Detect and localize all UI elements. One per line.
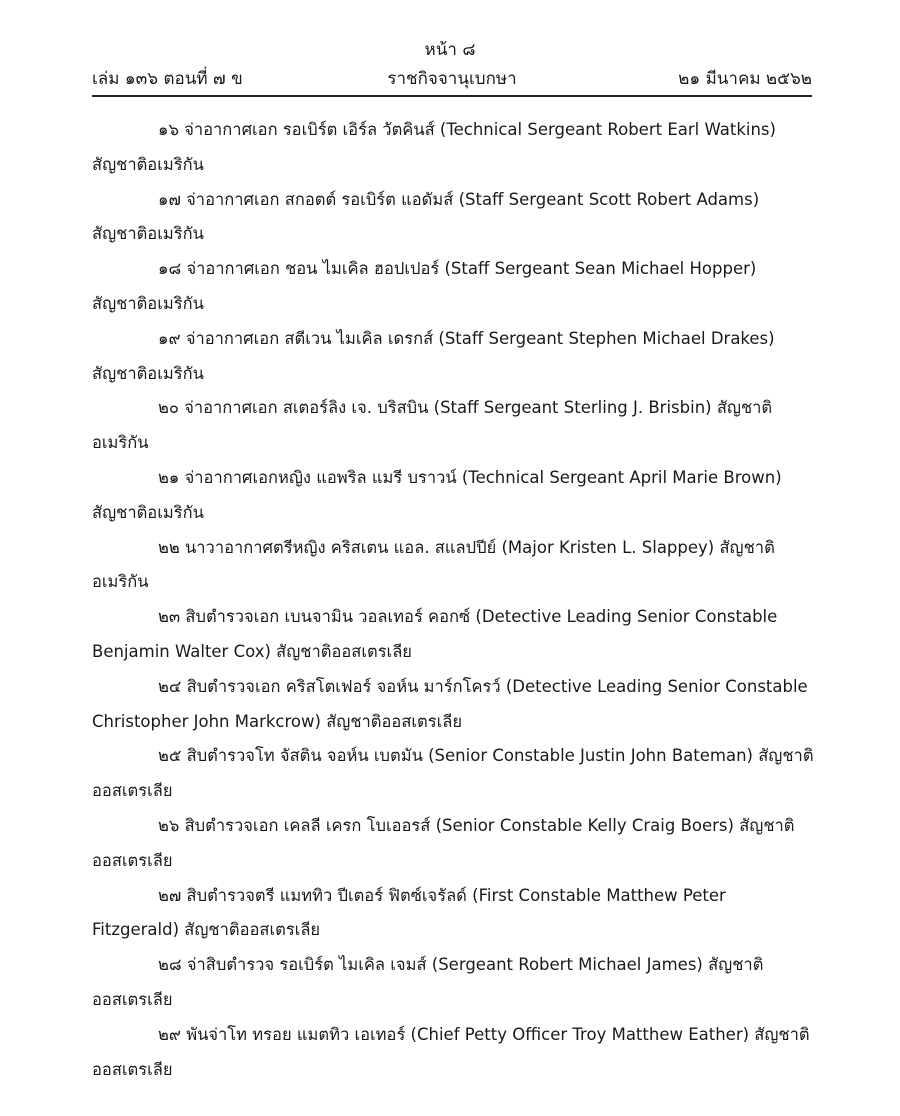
list-item bbox=[92, 531, 816, 601]
entry-number: ๒๐ bbox=[158, 398, 179, 418]
list-item bbox=[92, 809, 816, 879]
page-number: หน้า ๘ bbox=[424, 40, 476, 60]
list-item bbox=[92, 600, 816, 670]
entry-number: ๑๖ bbox=[158, 120, 179, 139]
list-item bbox=[92, 1018, 816, 1088]
entry-text: จ่าอากาศเอก สตีเวน ไมเคิล เดรกส์ (Staff Sergeant Stephen Michael Drakes) สัญชาติอเมริกัน bbox=[92, 328, 775, 383]
entry-text: พันจ่าโท ทรอย แมตทิว เอเทอร์ (Chief Petty Officer Troy Matthew Eather) สัญชาติออสเตรเลีย bbox=[92, 1024, 810, 1079]
volume-issue: เล่ม ๑๓๖ ตอนที่ ๗ ข bbox=[92, 69, 243, 89]
publication-date: ๒๑ มีนาคม ๒๕๖๒ bbox=[678, 69, 812, 89]
entry-text: จ่าอากาศเอก สกอตต์ รอเบิร์ต แอดัมส์ (Staff Sergeant Scott Robert Adams) สัญชาติอเมริกัน bbox=[92, 189, 760, 244]
list-item bbox=[92, 670, 816, 740]
entry-text: สิบตำรวจเอก คริสโตเฟอร์ จอห์น มาร์กโครว์ (Detective Leading Senior Constable Christopher John Markcrow) สัญชาติออสเตรเลีย bbox=[92, 676, 808, 731]
running-header bbox=[92, 66, 812, 92]
list-item bbox=[92, 948, 816, 1018]
entry-text: จ่าอากาศเอก สเตอร์ลิง เจ. บริสบิน (Staff Sergeant Sterling J. Brisbin) สัญชาติอเมริกัน bbox=[92, 398, 773, 453]
entry-text: สิบตำรวจเอก เคลลี เครก โบเออรส์ (Senior Constable Kelly Craig Boers) สัญชาติออสเตรเลีย bbox=[92, 815, 795, 870]
entry-number: ๒๓ bbox=[158, 607, 181, 627]
entry-text: จ่าสิบตำรวจ รอเบิร์ต ไมเคิล เจมส์ (Sergeant Robert Michael James) สัญชาติออสเตรเลีย bbox=[92, 955, 764, 1009]
list-item bbox=[92, 322, 816, 392]
entry-text: จ่าอากาศเอก รอเบิร์ต เอิร์ล วัตคินส์ (Technical Sergeant Robert Earl Watkins) สัญชาติอเมริกัน bbox=[92, 120, 776, 174]
entry-number: ๒๑ bbox=[158, 467, 180, 487]
entry-number: ๒๙ bbox=[158, 1024, 181, 1044]
header-divider bbox=[92, 95, 812, 97]
list-item bbox=[92, 879, 816, 949]
publication-name: ราชกิจจานุเบกษา bbox=[387, 69, 517, 89]
entry-number: ๒๖ bbox=[158, 815, 180, 835]
entry-number: ๑๘ bbox=[158, 259, 182, 279]
entry-number: ๑๗ bbox=[158, 189, 181, 209]
entry-number: ๒๗ bbox=[158, 885, 182, 905]
entry-text: จ่าอากาศเอกหญิง แอพริล แมรี บราวน์ (Technical Sergeant April Marie Brown) สัญชาติอเมริกัน bbox=[92, 467, 782, 522]
entry-text: สิบตำรวจเอก เบนจามิน วอลเทอร์ คอกซ์ (Detective Leading Senior Constable Benjamin Walter Cox) สัญชาติออสเตรเลีย bbox=[92, 607, 778, 661]
list-item bbox=[92, 113, 816, 183]
entry-text: สิบตำรวจโท จัสติน จอห์น เบตมัน (Senior Constable Justin John Bateman) สัญชาติออสเตรเลีย bbox=[92, 746, 814, 801]
entry-text: จ่าอากาศเอก ชอน ไมเคิล ฮอปเปอร์ (Staff Sergeant Sean Michael Hopper) สัญชาติอเมริกัน bbox=[92, 259, 757, 313]
entry-text: สิบตำรวจตรี แมททิว ปีเตอร์ ฟิตซ์เจรัลด์ (First Constable Matthew Peter Fitzgerald) สัญชาติออสเตรเลีย bbox=[92, 885, 726, 940]
entry-number: ๒๒ bbox=[158, 537, 180, 557]
list-item bbox=[92, 391, 816, 461]
entry-text: นาวาอากาศตรีหญิง คริสเตน แอล. สแลปปีย์ (Major Kristen L. Slappey) สัญชาติอเมริกัน bbox=[92, 537, 775, 592]
entry-number: ๒๘ bbox=[158, 955, 182, 975]
list-item bbox=[92, 252, 816, 322]
list-item bbox=[92, 461, 816, 531]
list-item bbox=[92, 739, 816, 809]
entry-number: ๒๔ bbox=[158, 676, 182, 696]
list-item bbox=[92, 183, 816, 253]
entry-list bbox=[92, 113, 816, 1087]
entry-number: ๑๙ bbox=[158, 328, 181, 348]
entry-number: ๒๕ bbox=[158, 746, 182, 766]
